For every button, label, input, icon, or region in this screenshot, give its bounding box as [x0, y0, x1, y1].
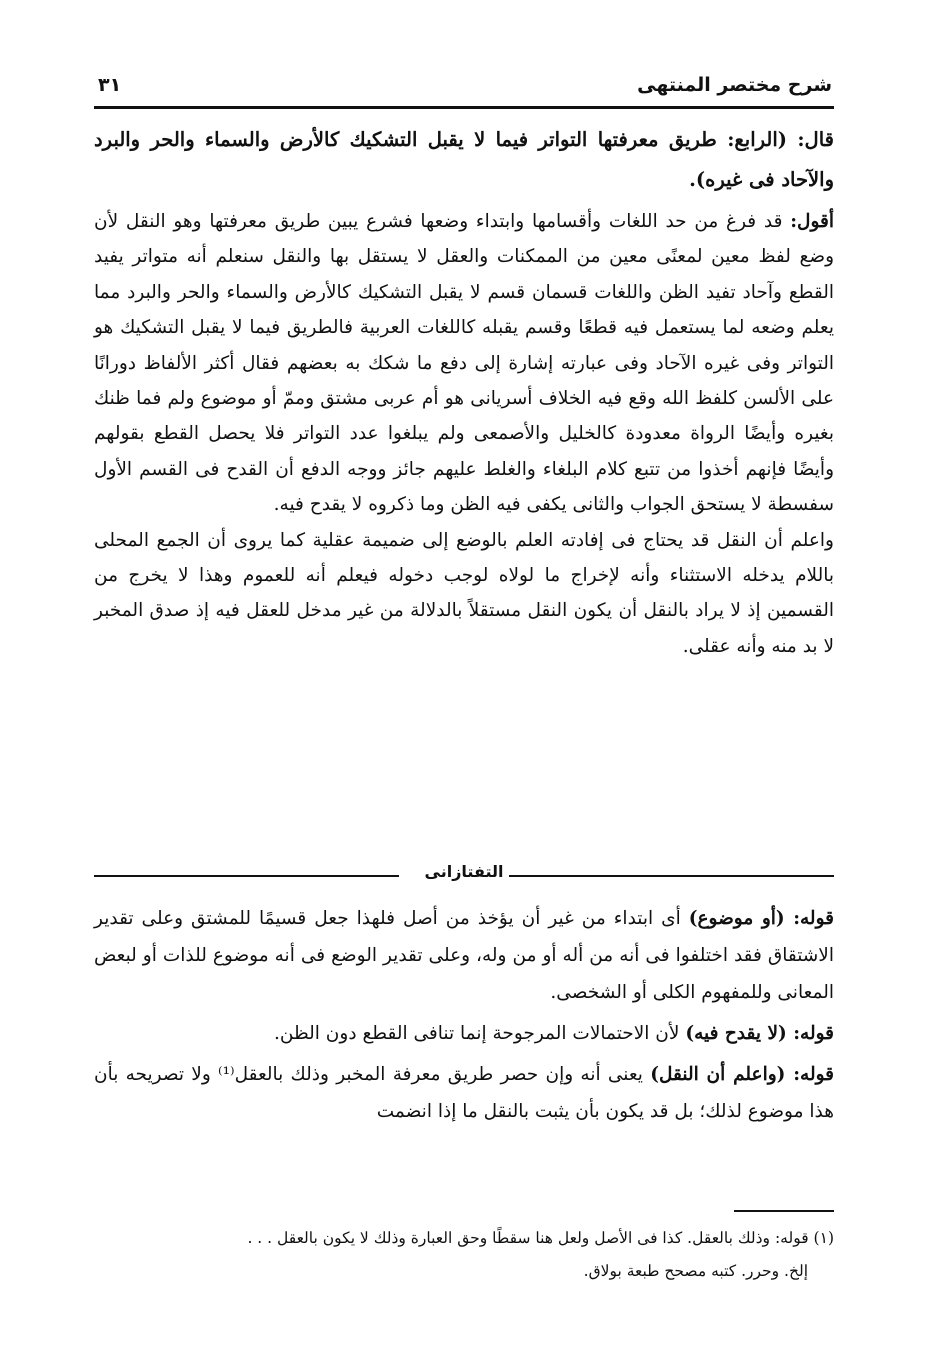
second-paragraph: واعلم أن النقل قد يحتاج فى إفادته العلم بالوضع إلى ضميمة عقلية كما يروى أن الجمع المحلى باللام يدخله الاستثناء وأنه لإخراج ما لولاه لوجب دخوله فيعلم أنه للعموم وهذا لا يخرج من القسمين إذ لا يراد بالنقل أن يكون النقل مستقلاً بالدلالة من غير مدخل للعقل فيه إذ صدق المخبر لا بد منه وأنه عقلى.: [94, 529, 834, 657]
divider-label: التفتازانى: [424, 862, 504, 881]
section-divider: [94, 862, 834, 886]
main-text: [94, 120, 834, 664]
page-header: [94, 68, 832, 108]
footnote-rule: [734, 1210, 834, 1212]
divider-line-left: [94, 875, 399, 877]
running-title: شرح مختصر المنتهى: [637, 74, 832, 96]
explanation-body: قد فرغ من حد اللغات وأقسامها وابتداء وضعها فشرع يبين طريق معرفتها وهو النقل لأن وضع لفظ معين لمعنًى معين من الممكنات والعقل لا يستقل بها والنقل سنعلم أنه متواتر يفيد القطع وآحاد تفيد الظن واللغات قسمان قسم لا يقبل التشكيك كالأرض والسماء والحر والبرد مما يعلم وضعه لما يستعمل فيه قطعًا وقسم يقبله كاللغات العربية فالطريق فيما لا يقبل التشكيك هو التواتر وفى غيره الآحاد وفى عبارته إشارة إلى دفع ما شكك به بعضهم فقال أكثر الألفاظ دورانًا على الألسن كلفظ الله وقع فيه الخلاف أسريانى هو أم عربى مشتق وممّ أو موضوع ولم فما ظنك بغيره وأيضًا الرواة معدودة كالخليل والأصمعى ولم يبلغوا عدد التواتر فلا يحصل القطع بقولهم وأيضًا فإنهم أخذوا من تتبع كلام البلغاء والغلط عليهم جائز ووجه الدفع أن القدح فى القسم الأول سفسطة لا يستحق الجواب والثانى يكفى فيه الظن وما ذكروه لا يقدح فيه.: [94, 211, 834, 516]
commentary-text: يعنى أنه وإن حصر طريق معرفة المخبر وذلك بالعقل⁽¹⁾ ولا تصريحه بأن هذا موضوع لذلك؛ بل قد يكون بأن يثبت بالنقل ما إذا انضمت: [94, 1064, 834, 1122]
commentary-text: أى ابتداء من غير أن يؤخذ من أصل فلهذا جعل قسيمًا للمشتق وعلى تقدير الاشتقاق فقد اختلفوا فى أنه من أله أو من وله، وعلى تقدير الوضع فى أنه موضوع للذات أو لبعض المعانى وللمفهوم الكلى أو الشخصى.: [94, 908, 834, 1003]
header-rule: [94, 106, 834, 109]
explanation-paragraph: [94, 204, 834, 523]
explanation-label: أقول:: [790, 211, 834, 232]
footnote-line: إلخ. وحرر. كتبه مصحح طبعة بولاق.: [583, 1262, 808, 1280]
commentary-label: قوله: (أو موضوع): [688, 908, 834, 929]
commentary-label: قوله: (واعلم أن النقل): [650, 1064, 835, 1085]
footnote-line: (١) قوله: وذلك بالعقل. كذا فى الأصل ولعل هنا سقطًا وحق العبارة وذلك لا يكون بالعقل . . .: [247, 1229, 834, 1247]
commentary-section: [94, 900, 834, 1130]
page-number: ٣١: [98, 74, 122, 96]
quoted-text: قال: (الرابع: طريق معرفتها التواتر فيما لا يقبل التشكيك كالأرض والسماء والحر والبرد والآحاد فى غيره).: [94, 128, 834, 191]
commentary-paragraph: [94, 1056, 834, 1130]
commentary-label: قوله: (لا يقدح فيه): [685, 1023, 834, 1044]
commentary-paragraph: [94, 1015, 834, 1052]
commentary-paragraph: [94, 900, 834, 1011]
footnote: [94, 1222, 834, 1288]
commentary-text: لأن الاحتمالات المرجوحة إنما تنافى القطع دون الظن.: [274, 1023, 686, 1044]
